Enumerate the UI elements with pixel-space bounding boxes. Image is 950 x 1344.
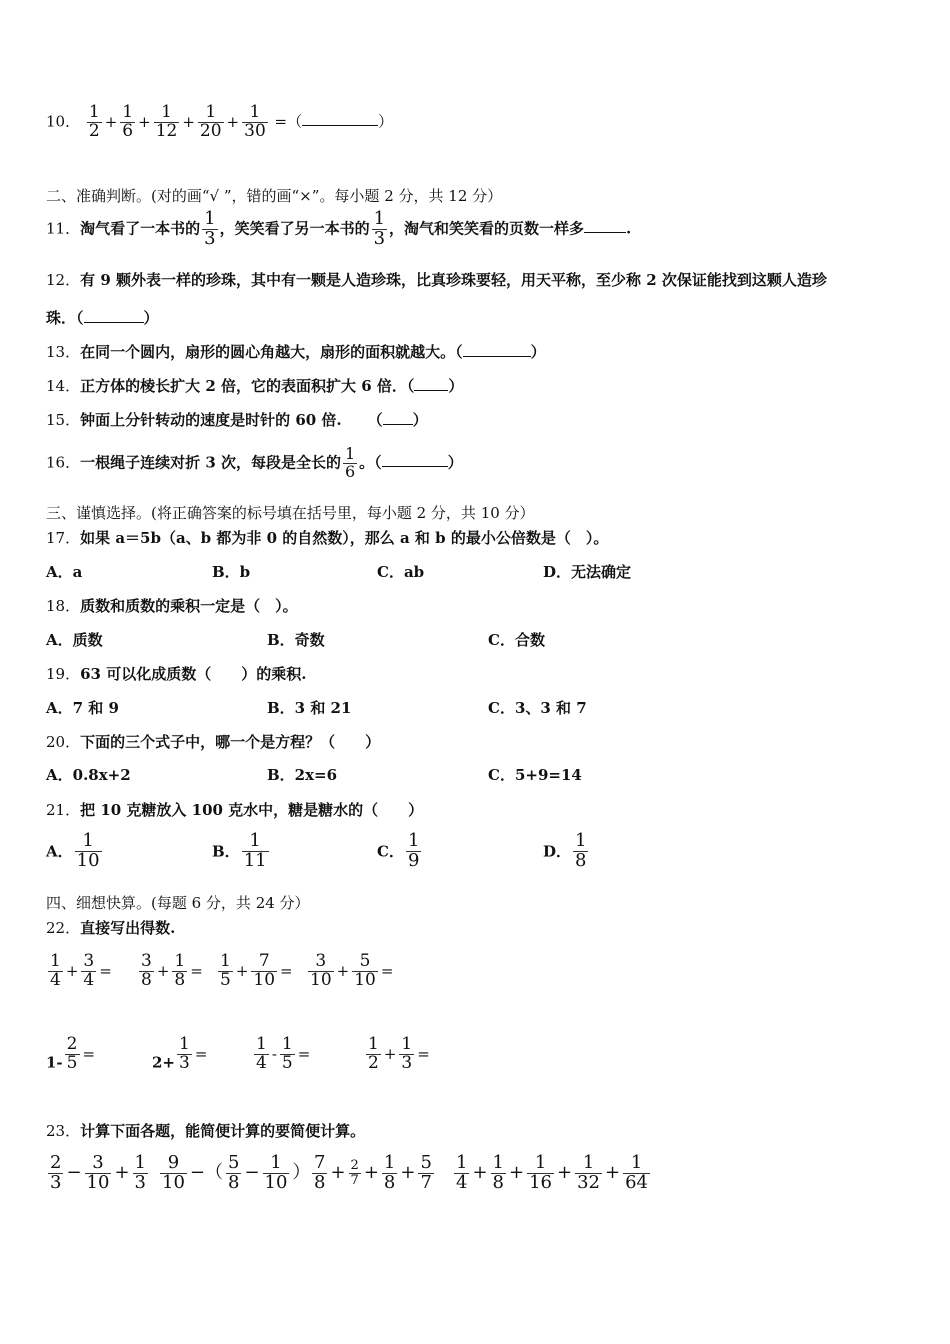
expression: $\frac{1}{2}$ + $\frac{1}{3}$ = [368,1034,430,1073]
fraction: $\frac{1}{9}$ [407,830,420,871]
option-c[interactable]: C． $\frac{1}{9}$ [377,830,420,871]
answer-blank[interactable] [84,310,144,323]
question-19: 19．63 可以化成质数（ ）的乘积. [46,665,307,683]
question-18: 18．质数和质数的乘积一定是（ ）。 [46,597,298,615]
option-c[interactable]: C．ab [377,563,425,581]
option-a[interactable]: A．a [46,563,83,581]
expression: $\frac{1}{4}$ - $\frac{1}{5}$ = [256,1034,311,1073]
question-number: 10． [46,112,81,131]
fraction: $\frac{1}{20}$ [199,102,222,141]
fraction: $\frac{1}{30}$ [244,102,266,141]
option-b[interactable]: B．3 和 21 [267,699,352,717]
expression: $\frac{1}{5}$ + $\frac{7}{10}$ = [220,951,293,990]
question-13: 13．在同一个圆内，扇形的圆心角越大，扇形的面积就越大。（ ） [46,343,546,361]
answer-blank[interactable] [302,113,378,126]
fraction: $\frac{1}{3}$ [373,208,386,249]
fraction: $\frac{1}{8}$ [575,830,587,871]
fraction: $\frac{1}{6}$ [122,102,134,141]
question-22: 22．直接写出得数. [46,919,176,937]
question-14: 14．正方体的棱长扩大 2 倍，它的表面积扩大 6 倍．（ ） [46,377,464,395]
fraction: $\frac{1}{12}$ [155,102,178,141]
expression: $\frac{3}{8}$ + $\frac{1}{8}$ = [141,951,203,990]
option-a[interactable]: A．7 和 9 [46,699,119,717]
answer-blank[interactable] [382,454,448,467]
option-d[interactable]: D．无法确定 [543,563,632,581]
section-4-title: 四、细想快算。(每题 6 分，共 24 分） [46,894,310,912]
question-17: 17．如果 a＝5b（a、b 都为非 0 的自然数），那么 a 和 b 的最小公倍数是（ ）。 [46,529,609,547]
question-16: 16．一根绳子连续对折 3 次，每段是全长的 $\frac{1}{6}$ 。（ ） [46,444,463,481]
answer-blank[interactable] [414,378,448,391]
option-a[interactable]: A．0.8x+2 [46,766,131,784]
expression: $\frac{1}{4}$ + $\frac{1}{8}$ + $\frac{1}{16}$ + $\frac{1}{32}$ + $\frac{1}{64}$ [456,1152,648,1193]
option-d[interactable]: D． $\frac{1}{8}$ [543,830,587,871]
question-10: 10． $\frac{1}{2}$ + $\frac{1}{6}$ + $\frac{1}{12}$ + $\frac{1}{20}$ + $\frac{1}{30}$ =（ ） [46,102,394,141]
expression: $\frac{1}{4}$ + $\frac{3}{4}$ = [50,951,112,990]
section-3-title: 三、谨慎选择。(将正确答案的标号填在括号里，每小题 2 分，共 10 分） [46,504,535,522]
option-c[interactable]: C．3、3 和 7 [488,699,587,717]
expression: $\frac{9}{10}$ −（ $\frac{5}{8}$ − $\frac{1}{10}$ ） [162,1152,311,1193]
question-20: 20．下面的三个式子中，哪一个是方程？（ ） [46,733,381,751]
expression: $\frac{2}{3}$ − $\frac{3}{10}$ + $\frac{1}{3}$ [50,1152,146,1193]
option-c[interactable]: C．合数 [488,631,545,649]
expression: $\frac{3}{10}$ + $\frac{5}{10}$ = [310,951,394,990]
fraction: $\frac{1}{11}$ [243,830,267,871]
question-21: 21．把 10 克糖放入 100 克水中，糖是糖水的（ ） [46,801,424,819]
expression: 2+ $\frac{1}{3}$ = [152,1034,208,1073]
expression: 1- $\frac{2}{5}$ = [46,1034,96,1073]
answer-blank[interactable] [383,412,413,425]
question-23: 23．计算下面各题，能简便计算的要简便计算。 [46,1122,366,1140]
fraction: $\frac{1}{10}$ [76,830,100,871]
option-a[interactable]: A．质数 [46,631,103,649]
section-2-title: 二、准确判断。(对的画“√ ”，错的画“×”。每小题 2 分，共 12 分） [46,187,503,205]
option-a[interactable]: A． $\frac{1}{10}$ [46,830,100,871]
answer-blank[interactable] [584,220,626,233]
option-b[interactable]: B． $\frac{1}{11}$ [212,830,267,871]
option-b[interactable]: B．b [212,563,251,581]
answer-blank[interactable] [463,344,531,357]
fraction: $\frac{1}{2}$ [88,102,100,141]
question-15: 15．钟面上分针转动的速度是时针的 60 倍. （ ） [46,411,428,429]
option-b[interactable]: B．2x=6 [267,766,338,784]
option-b[interactable]: B．奇数 [267,631,325,649]
expression: $\frac{7}{8}$ + $\frac{2}{7}$ + $\frac{1}{8}$ + $\frac{5}{7}$ [314,1152,432,1193]
fraction: $\frac{1}{3}$ [204,208,216,249]
question-12: 12．有 9 颗外表一样的珍珠，其中有一颗是人造珍珠，比真珍珠要轻，用天平称，至少称 2 次保证能找到这颗人造珍 [46,271,827,289]
fraction: $\frac{1}{6}$ [344,444,356,481]
option-c[interactable]: C．5+9=14 [488,766,582,784]
question-12-cont: 珠．（ ） [46,309,159,327]
question-11: 11．淘气看了一本书的 $\frac{1}{3}$ ，笑笑看了另一本书的 $\frac{1}{3}$ ，淘气和笑笑看的页数一样多 . [46,208,632,249]
